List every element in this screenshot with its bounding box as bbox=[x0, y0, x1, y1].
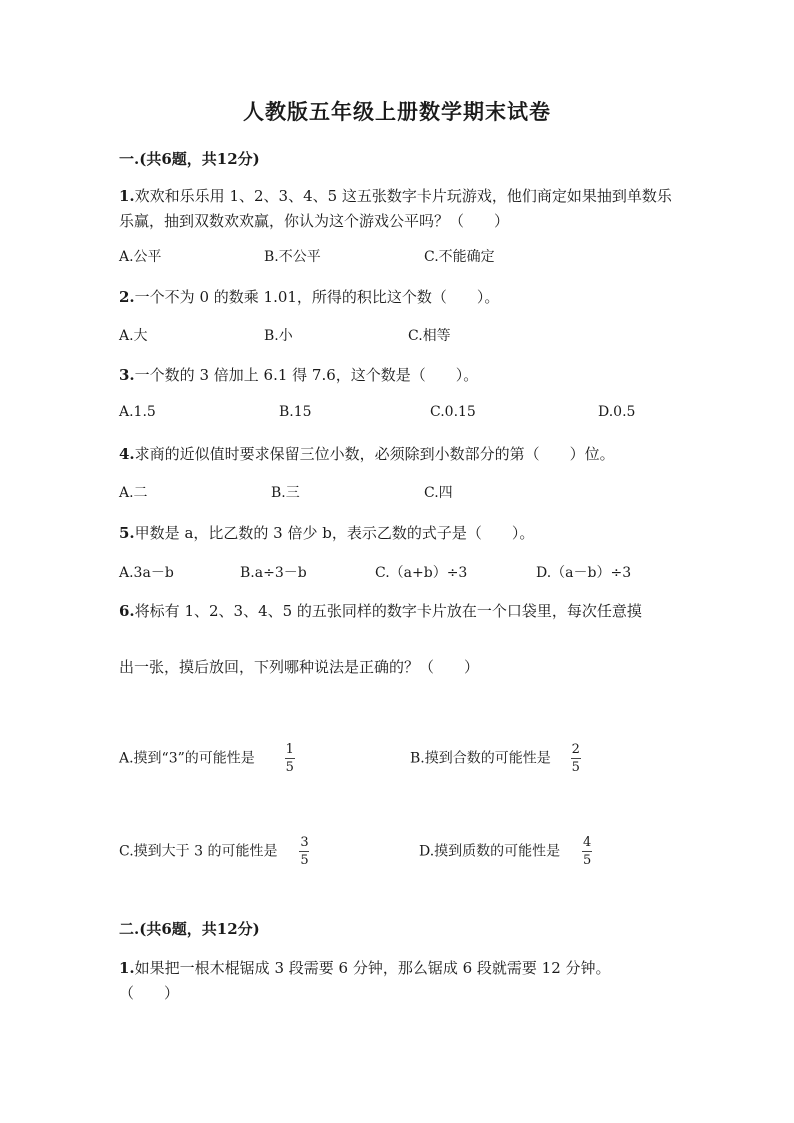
section-1-title: 一.(共6题，共12分) bbox=[119, 150, 260, 168]
question-text: 求商的近似值时要求保留三位小数，必须除到小数部分的第（ ）位。 bbox=[134, 445, 615, 463]
denominator: 5 bbox=[300, 853, 309, 868]
question-3 bbox=[119, 363, 679, 388]
numerator: 2 bbox=[571, 742, 580, 757]
question-text: 欢欢和乐乐用 1、2、3、4、5 这五张数字卡片玩游戏，他们商定如果抽到单数乐乐赢，抽到双数欢欢赢，你认为这个游戏公平吗？（ ） bbox=[119, 187, 672, 230]
question-text: 将标有 1、2、3、4、5 的五张同样的数字卡片放在一个口袋里，每次任意摸 bbox=[134, 602, 642, 620]
question-number: 5. bbox=[119, 524, 135, 542]
fraction bbox=[299, 835, 309, 868]
numerator: 1 bbox=[285, 742, 294, 757]
option-d[interactable]: D.（a－b）÷3 bbox=[536, 565, 632, 581]
denominator: 5 bbox=[583, 853, 592, 868]
numerator: 4 bbox=[583, 835, 592, 850]
option-d[interactable] bbox=[419, 835, 592, 868]
option-c[interactable]: C.（a+b）÷3 bbox=[375, 565, 468, 581]
question-number: 1. bbox=[119, 187, 135, 205]
question-text: 一个不为 0 的数乘 1.01，所得的积比这个数（ ）。 bbox=[134, 288, 500, 306]
option-a[interactable] bbox=[119, 742, 295, 775]
option-label: A.摸到“3”的可能性是 bbox=[119, 750, 255, 767]
option-c[interactable]: C.四 bbox=[424, 485, 453, 501]
page-title: 人教版五年级上册数学期末试卷 bbox=[243, 99, 551, 124]
option-label: D.摸到质数的可能性是 bbox=[419, 843, 561, 860]
question-text: 如果把一根木棍锯成 3 段需要 6 分钟，那么锯成 6 段就需要 12 分钟。（ ） bbox=[119, 959, 611, 1002]
question-text: 一个数的 3 倍加上 6.1 得 7.6，这个数是（ ）。 bbox=[134, 366, 479, 384]
question-2 bbox=[119, 285, 679, 310]
option-c[interactable]: C.不能确定 bbox=[424, 249, 495, 265]
question-number: 3. bbox=[119, 366, 135, 384]
question-5 bbox=[119, 521, 679, 546]
option-b[interactable]: B.a÷3－b bbox=[240, 565, 307, 581]
option-a[interactable]: A.大 bbox=[119, 328, 148, 344]
option-b[interactable]: B.不公平 bbox=[264, 249, 321, 265]
option-b[interactable]: B.小 bbox=[264, 328, 293, 344]
question-number: 4. bbox=[119, 445, 135, 463]
fraction-bar bbox=[582, 851, 592, 852]
fraction bbox=[571, 742, 581, 775]
option-d[interactable]: D.0.5 bbox=[598, 404, 636, 420]
question-6-line-2 bbox=[119, 655, 679, 680]
option-b[interactable]: B.15 bbox=[279, 404, 312, 420]
option-c[interactable]: C.相等 bbox=[408, 328, 451, 344]
denominator: 5 bbox=[285, 760, 294, 775]
question-text: 出一张，摸后放回，下列哪种说法是正确的？（ ） bbox=[119, 658, 480, 676]
option-c[interactable]: C.0.15 bbox=[430, 404, 476, 420]
question-4 bbox=[119, 442, 679, 467]
numerator: 3 bbox=[300, 835, 309, 850]
question-number: 1. bbox=[119, 959, 135, 977]
fraction bbox=[582, 835, 592, 868]
option-a[interactable]: A.3a－b bbox=[119, 565, 174, 581]
section-2-question-1 bbox=[119, 956, 649, 1006]
denominator: 5 bbox=[571, 760, 580, 775]
option-a[interactable]: A.二 bbox=[119, 485, 148, 501]
option-b[interactable] bbox=[410, 742, 581, 775]
question-number: 2. bbox=[119, 288, 135, 306]
question-number: 6. bbox=[119, 602, 135, 620]
option-c[interactable] bbox=[119, 835, 309, 868]
fraction bbox=[285, 742, 295, 775]
option-b[interactable]: B.三 bbox=[271, 485, 300, 501]
question-6 bbox=[119, 599, 679, 624]
option-label: C.摸到大于 3 的可能性是 bbox=[119, 843, 278, 860]
fraction-bar bbox=[299, 851, 309, 852]
question-text: 甲数是 a，比乙数的 3 倍少 b，表示乙数的式子是（ ）。 bbox=[134, 524, 535, 542]
question-1 bbox=[119, 184, 679, 234]
option-a[interactable]: A.公平 bbox=[119, 249, 162, 265]
option-label: B.摸到合数的可能性是 bbox=[410, 750, 551, 767]
fraction-bar bbox=[571, 758, 581, 759]
option-a[interactable]: A.1.5 bbox=[119, 404, 156, 420]
fraction-bar bbox=[285, 758, 295, 759]
section-2-title: 二.(共6题，共12分) bbox=[119, 920, 260, 938]
